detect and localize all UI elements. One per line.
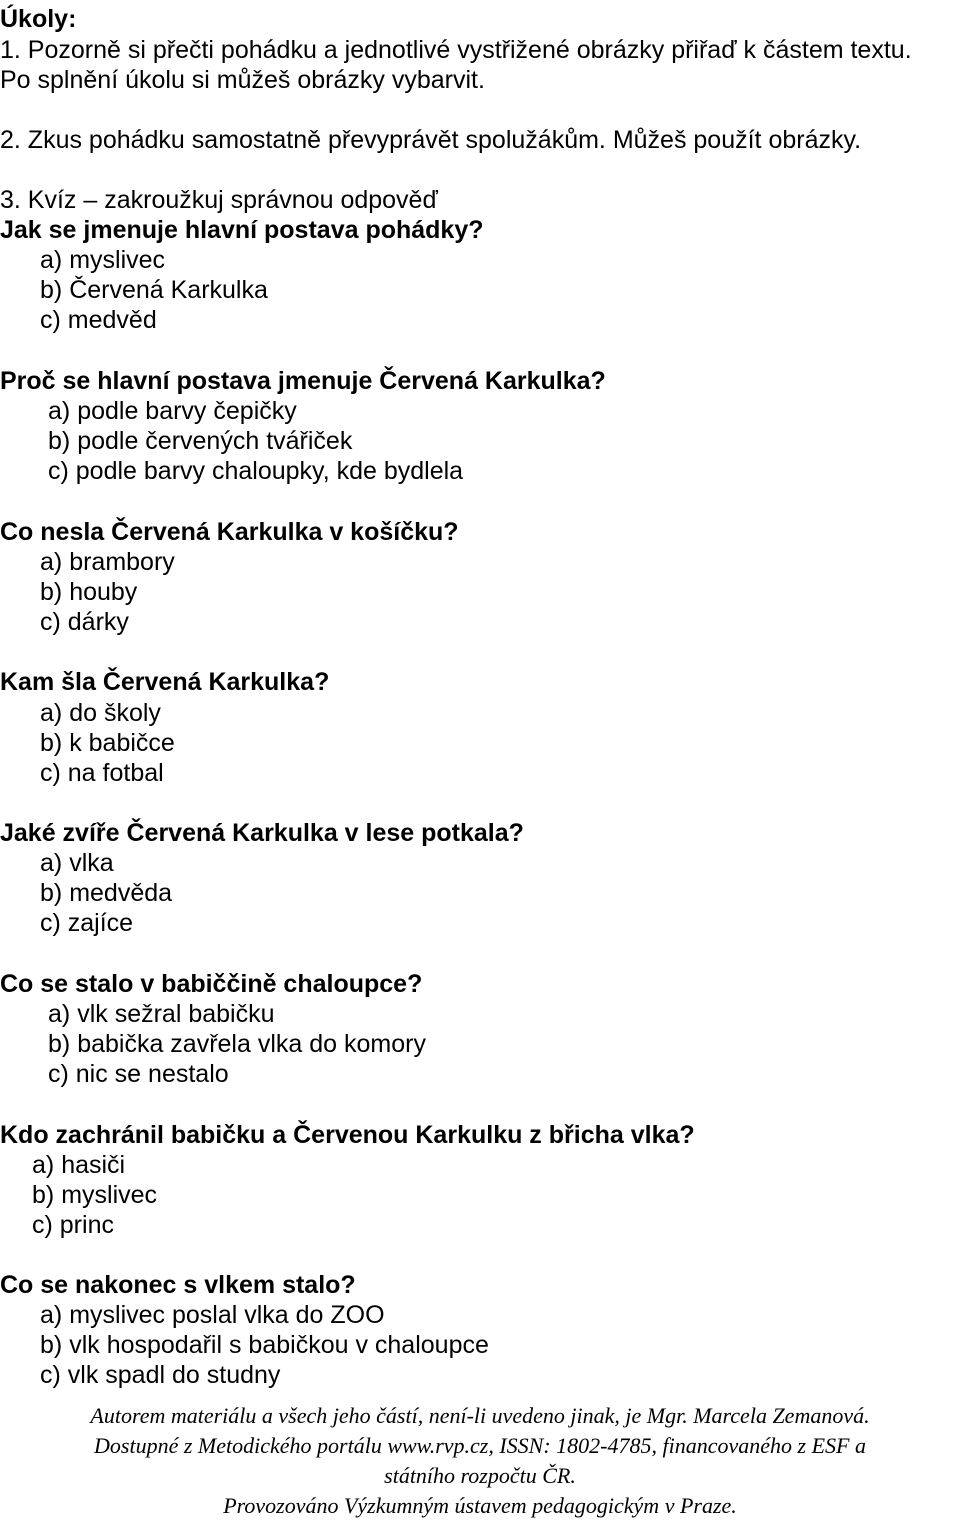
- option-letter: c): [48, 457, 69, 485]
- question-6-option-c[interactable]: [48, 1059, 229, 1089]
- option-letter: c): [40, 909, 61, 937]
- option-letter: a): [40, 849, 63, 877]
- option-letter: b): [40, 276, 63, 304]
- question-4: Kam šla Červená Karkulka?: [0, 668, 330, 696]
- question-2-option-c[interactable]: [48, 456, 463, 486]
- question-5-option-a[interactable]: [40, 848, 114, 878]
- question-8-option-a[interactable]: [40, 1300, 385, 1330]
- option-letter: b): [40, 729, 63, 757]
- option-letter: c): [32, 1211, 53, 1239]
- question-7: Kdo zachránil babičku a Červenou Karkulku z břicha vlka?: [0, 1121, 695, 1149]
- option-text: vlka: [69, 849, 114, 877]
- question-3-option-c[interactable]: [40, 607, 129, 637]
- option-letter: b): [40, 879, 63, 907]
- question-8-option-b[interactable]: [40, 1330, 489, 1360]
- question-5-option-c[interactable]: [40, 908, 133, 938]
- question-5-option-b[interactable]: [40, 878, 172, 908]
- option-letter: a): [40, 1301, 63, 1329]
- option-text: vlk spadl do studny: [67, 1361, 281, 1389]
- tasks-heading: Úkoly:: [0, 5, 77, 33]
- option-text: babička zavřela vlka do komory: [77, 1030, 426, 1058]
- option-text: dárky: [67, 608, 129, 636]
- question-1-option-c[interactable]: [40, 305, 157, 335]
- option-letter: c): [40, 1361, 61, 1389]
- option-text: nic se nestalo: [75, 1060, 229, 1088]
- option-letter: a): [48, 397, 71, 425]
- question-2-option-a[interactable]: [48, 396, 297, 426]
- option-letter: b): [48, 427, 71, 455]
- footer-availability: Dostupné z Metodického portálu www.rvp.cz, ISSN: 1802-4785, financovaného z ESF a: [94, 1433, 866, 1458]
- question-4-option-b[interactable]: [40, 728, 175, 758]
- task-1-line-2: Po splnění úkolu si můžeš obrázky vybarvit.: [0, 66, 485, 94]
- question-2-option-b[interactable]: [48, 426, 352, 456]
- option-text: podle barvy čepičky: [77, 397, 297, 425]
- question-8: Co se nakonec s vlkem stalo?: [0, 1271, 356, 1299]
- option-text: brambory: [69, 548, 175, 576]
- question-3-option-b[interactable]: [40, 577, 137, 607]
- footer-funding: státního rozpočtu ČR.: [384, 1463, 576, 1488]
- question-2: Proč se hlavní postava jmenuje Červená Karkulka?: [0, 367, 606, 395]
- option-letter: b): [32, 1181, 55, 1209]
- option-text: medvěd: [67, 306, 157, 334]
- option-letter: a): [48, 1000, 71, 1028]
- question-7-option-c[interactable]: [32, 1210, 114, 1240]
- option-text: princ: [59, 1211, 114, 1239]
- task-3: 3. Kvíz – zakroužkuj správnou odpověď: [0, 186, 438, 214]
- option-letter: c): [40, 759, 61, 787]
- option-text: houby: [69, 578, 138, 606]
- question-1-option-a[interactable]: [40, 245, 165, 275]
- option-text: hasiči: [61, 1151, 126, 1179]
- question-1: Jak se jmenuje hlavní postava pohádky?: [0, 216, 484, 244]
- option-letter: b): [40, 1331, 63, 1359]
- task-2: 2. Zkus pohádku samostatně převyprávět spolužákům. Můžeš použít obrázky.: [0, 126, 862, 154]
- question-6: Co se stalo v babiččině chaloupce?: [0, 970, 423, 998]
- question-3-option-a[interactable]: [40, 547, 175, 577]
- option-text: do školy: [69, 699, 161, 727]
- option-text: Červená Karkulka: [69, 276, 268, 304]
- question-4-option-c[interactable]: [40, 758, 164, 788]
- task-1-line-1: 1. Pozorně si přečti pohádku a jednotlivé vystřižené obrázky přiřaď k částem textu.: [0, 36, 912, 64]
- option-letter: c): [40, 608, 61, 636]
- option-letter: c): [40, 306, 61, 334]
- question-8-option-c[interactable]: [40, 1360, 280, 1390]
- footer-author: Autorem materiálu a všech jeho částí, není-li uvedeno jinak, je Mgr. Marcela Zemanová.: [90, 1403, 870, 1428]
- option-letter: b): [48, 1030, 71, 1058]
- question-4-option-a[interactable]: [40, 698, 161, 728]
- option-letter: a): [40, 246, 63, 274]
- option-text: vlk sežral babičku: [77, 1000, 275, 1028]
- option-text: zajíce: [67, 909, 134, 937]
- option-text: myslivec: [69, 246, 166, 274]
- option-letter: b): [40, 578, 63, 606]
- option-text: myslivec poslal vlka do ZOO: [69, 1301, 385, 1329]
- option-text: vlk hospodařil s babičkou v chaloupce: [69, 1331, 489, 1359]
- option-text: na fotbal: [67, 759, 164, 787]
- question-3: Co nesla Červená Karkulka v košíčku?: [0, 518, 459, 546]
- option-text: podle červených tvářiček: [77, 427, 353, 455]
- question-6-option-a[interactable]: [48, 999, 275, 1029]
- option-text: podle barvy chaloupky, kde bydlela: [75, 457, 464, 485]
- question-1-option-b[interactable]: [40, 275, 268, 305]
- footer-operator: Provozováno Výzkumným ústavem pedagogickým v Praze.: [223, 1493, 737, 1518]
- option-text: medvěda: [69, 879, 173, 907]
- question-6-option-b[interactable]: [48, 1029, 426, 1059]
- option-letter: a): [32, 1151, 55, 1179]
- option-letter: a): [40, 699, 63, 727]
- question-7-option-a[interactable]: [32, 1150, 125, 1180]
- question-7-option-b[interactable]: [32, 1180, 157, 1210]
- question-5: Jaké zvíře Červená Karkulka v lese potkala?: [0, 819, 524, 847]
- option-text: myslivec: [61, 1181, 158, 1209]
- option-letter: c): [48, 1060, 69, 1088]
- option-text: k babičce: [69, 729, 175, 757]
- option-letter: a): [40, 548, 63, 576]
